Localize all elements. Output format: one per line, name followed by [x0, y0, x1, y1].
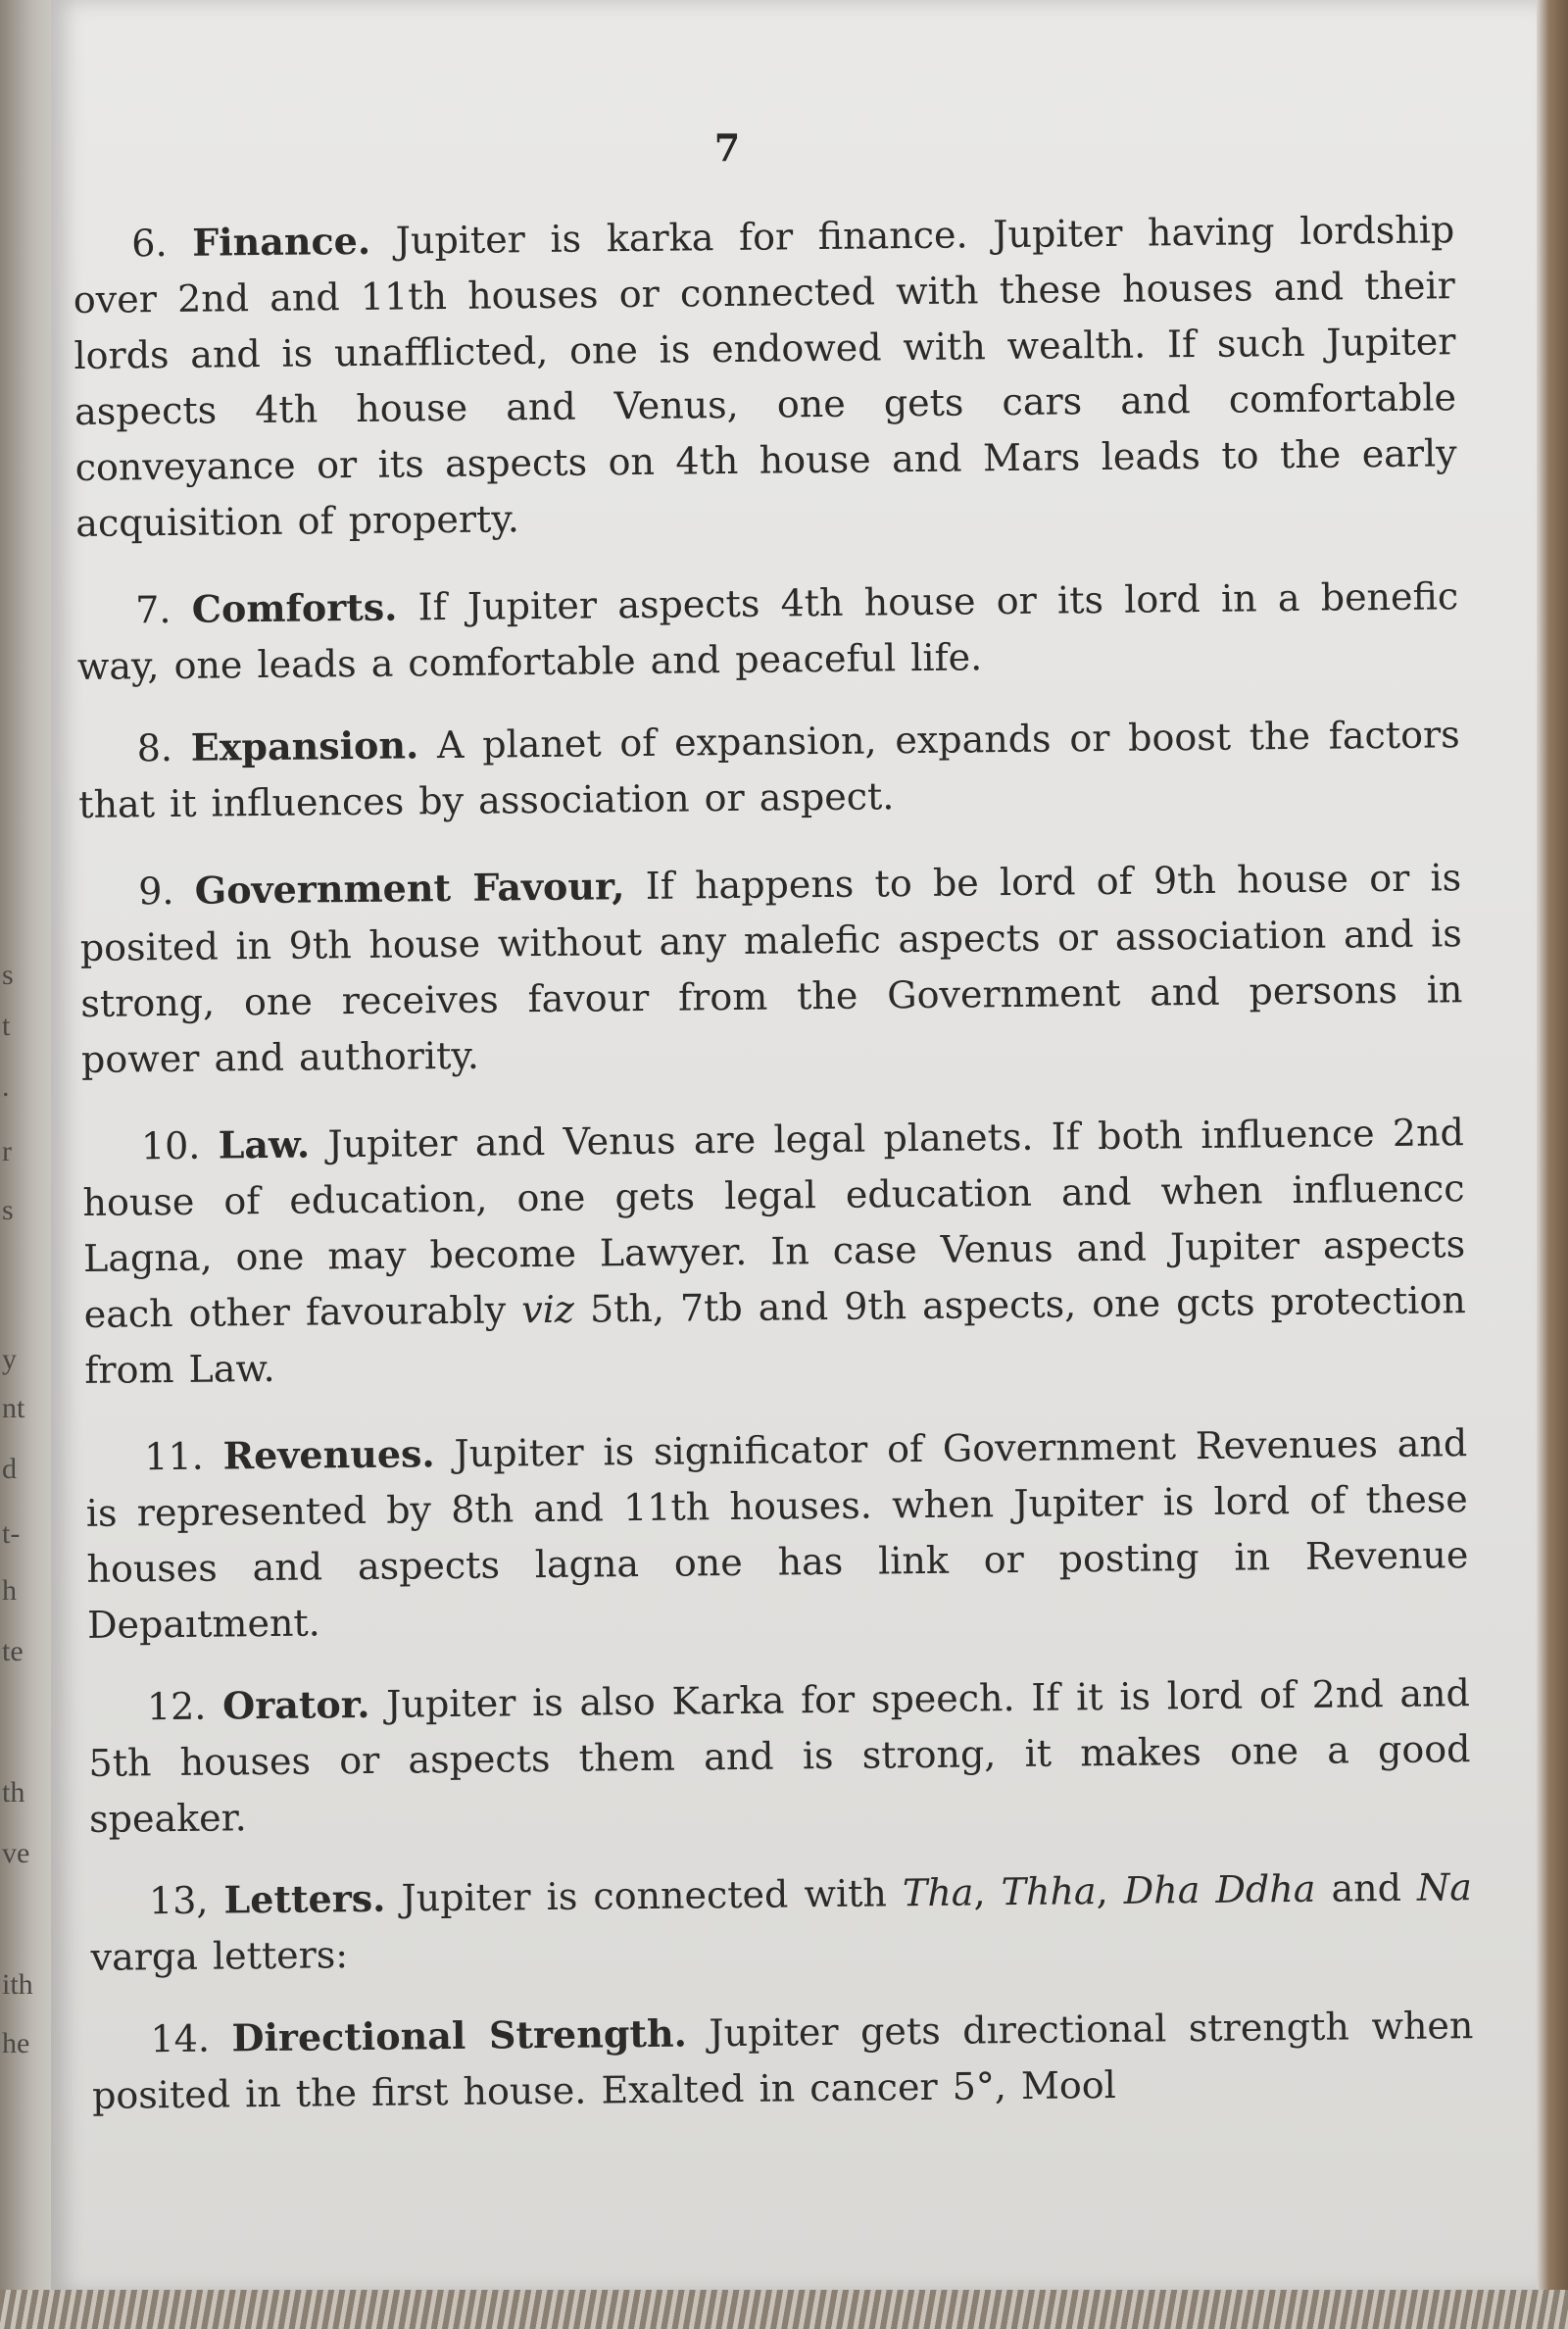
- section-text: If Jupiter aspects 4th house or its lord in a benefic way, one leads a comfortable and peaceful life.: [76, 574, 1459, 688]
- fragment: th: [2, 1776, 25, 1809]
- section-text: If happens to be lord of 9th house or is posited in 9th house without any malefic aspects or association and is strong, one receives favour from the Government and persons in power and authority.: [79, 856, 1463, 1081]
- italic-term: viz: [521, 1287, 575, 1332]
- fragment: t: [2, 1010, 11, 1042]
- fragment: t-: [2, 1517, 21, 1550]
- section-text: Jupiter is connected with: [385, 1871, 904, 1920]
- italic-term: Dha Ddha: [1123, 1866, 1316, 1912]
- page-number: 7: [713, 125, 741, 170]
- section-number: 9.: [137, 868, 174, 914]
- fragment: te: [2, 1635, 24, 1667]
- section-heading: Law.: [218, 1121, 311, 1167]
- fragment: d: [2, 1453, 17, 1485]
- section-heading: Directional Strength.: [231, 2010, 688, 2060]
- section-government-favour: [79, 849, 1463, 1088]
- section-number: 13,: [148, 1878, 209, 1923]
- section-letters: [90, 1858, 1473, 1986]
- left-page-text-fragments: [0, 0, 39, 2329]
- section-directional-strength: [91, 1997, 1474, 2124]
- italic-term: Thha: [1001, 1869, 1097, 1914]
- section-revenues: [85, 1414, 1469, 1654]
- section-number: 10.: [140, 1123, 201, 1168]
- section-text: A planet of expansion, expands or boost the factors that it influences by association or aspect.: [78, 713, 1460, 826]
- section-heading: Letters.: [223, 1875, 386, 1922]
- section-text: Jupiter gets dırectional strength when posited in the first house. Exalted in cancer 5°, Mool: [91, 2004, 1474, 2117]
- section-heading: Expansion.: [190, 722, 419, 769]
- fragment: ith: [2, 1968, 33, 2001]
- section-expansion: [77, 706, 1460, 833]
- separator: ,: [973, 1870, 1002, 1914]
- fragment: y: [2, 1343, 17, 1375]
- section-text: Jupiter is also Karka for speech. If it is lord of 2nd and 5th houses or aspects them and is strong, it makes one a good speaker.: [88, 1671, 1471, 1841]
- section-heading: Revenues.: [222, 1431, 435, 1478]
- section-number: 11.: [144, 1434, 204, 1479]
- book-page: [51, 0, 1539, 2294]
- section-heading: Orator.: [221, 1681, 370, 1728]
- fragment: he: [2, 2027, 30, 2059]
- section-text: Jupiter is significator of Government Revenues and is represented by 8th and 11th houses. when Jupiter is lord of these houses and aspects lagna one has link or posting in Revenue Depaıtment.: [85, 1421, 1469, 1647]
- section-orator: [88, 1664, 1472, 1848]
- fragment: h: [2, 1574, 17, 1607]
- section-law: [82, 1104, 1467, 1399]
- fragment: ve: [2, 1837, 30, 1869]
- fragment: r: [2, 1135, 12, 1167]
- section-finance: [73, 201, 1458, 552]
- section-heading: Finance.: [191, 218, 371, 265]
- section-number: 12.: [146, 1684, 207, 1729]
- section-text: Jupiter is karka for finance. Jupiter having lordship over 2nd and 11th houses or connected with these houses and their lords and is unafflicted, one is endowed with wealth. If such Jupiter aspects 4th house and Venus, one gets cars and comfortable conveyance or its aspects on 4th house and Mars leads to the early acquisition of property.: [73, 208, 1457, 545]
- section-number: 8.: [136, 725, 173, 770]
- fragment: s: [2, 1194, 14, 1226]
- fragment: s: [2, 959, 14, 991]
- section-number: 14.: [150, 2016, 211, 2061]
- italic-term: Na: [1416, 1865, 1473, 1909]
- section-number: 7.: [134, 587, 172, 632]
- separator: ,: [1096, 1868, 1124, 1913]
- section-number: 6.: [131, 221, 168, 266]
- fragment: nt: [2, 1392, 25, 1424]
- separator: and: [1315, 1865, 1418, 1910]
- fragment: .: [2, 1070, 10, 1103]
- italic-term: Tha: [902, 1870, 974, 1915]
- section-heading: Government Favour,: [194, 864, 625, 913]
- section-text: varga letters:: [90, 1933, 349, 1979]
- page-body: [73, 201, 1475, 2155]
- section-text: 5th, 7tb and 9th aspects, one gcts protection from Law.: [84, 1278, 1466, 1392]
- page-stack-edge: [0, 2290, 1568, 2329]
- section-text: Jupiter and Venus are legal planets. If both influence 2nd house of education, one gets legal education and when influencc Lagna, one may become Lawyer. In case Venus and Jupiter aspects each other favourably: [82, 1111, 1466, 1336]
- section-heading: Comforts.: [191, 584, 398, 631]
- section-comforts: [76, 568, 1459, 695]
- right-page-edge: [1537, 0, 1568, 2329]
